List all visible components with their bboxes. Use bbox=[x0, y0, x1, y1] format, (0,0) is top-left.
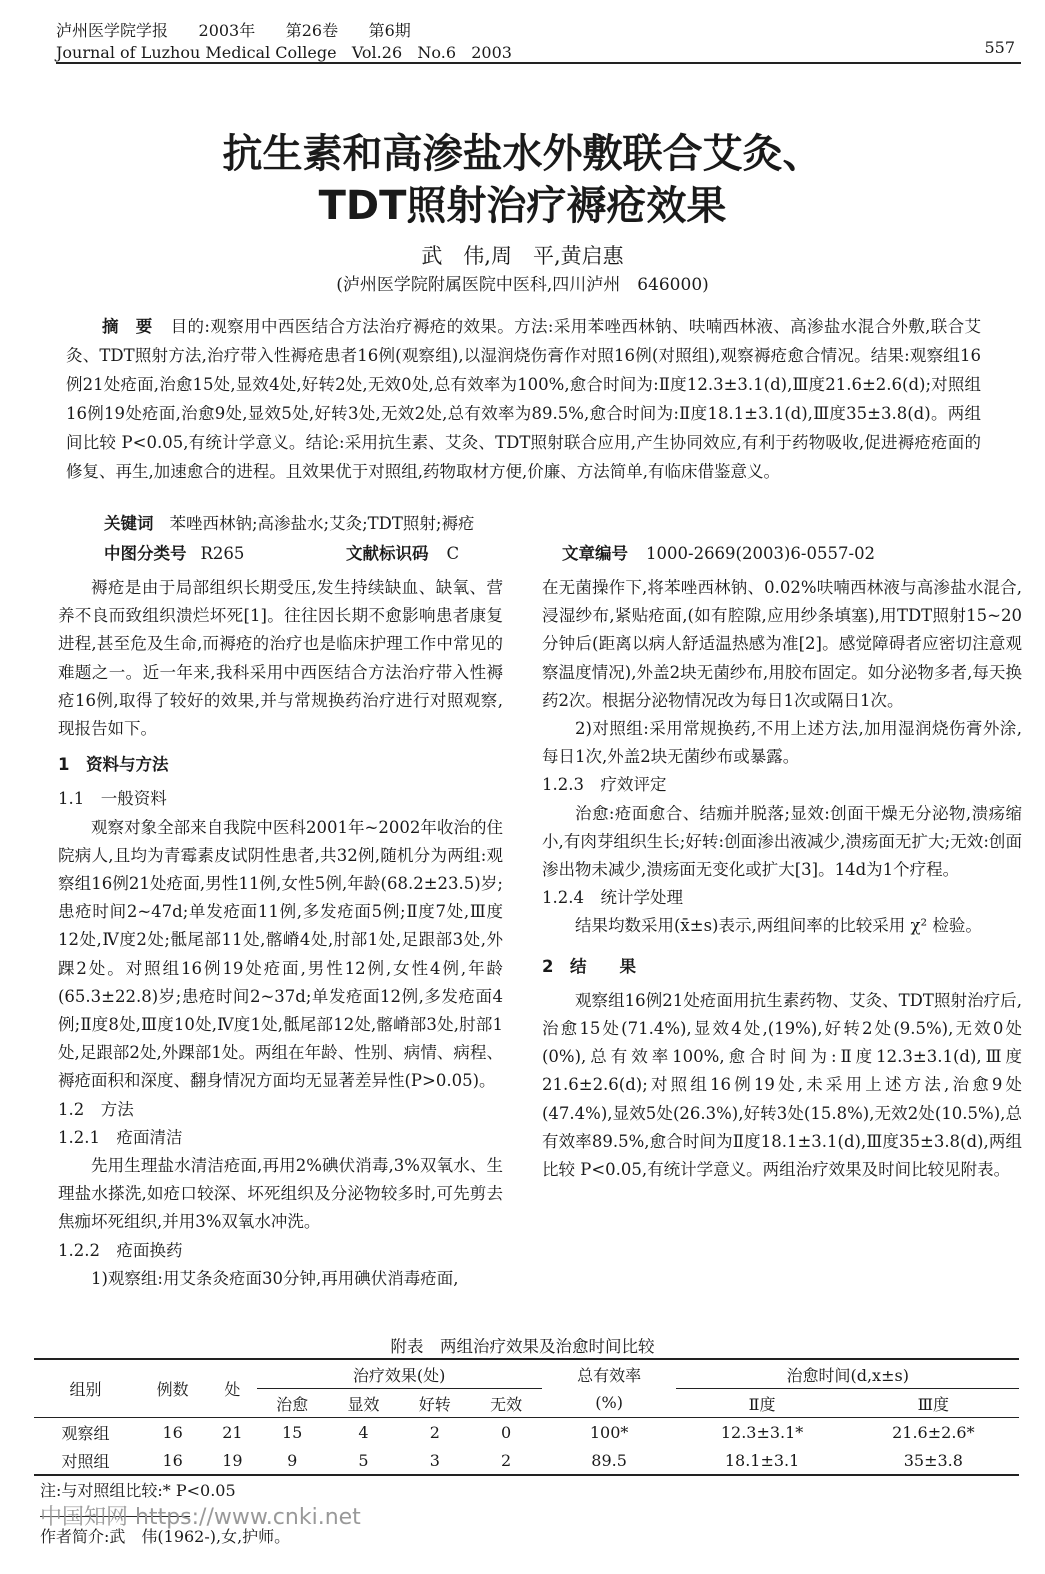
clc-value: R265 bbox=[200, 544, 245, 563]
section-1-2-heading: 1.2 方法 bbox=[58, 1099, 134, 1119]
continued-paragraph: 在无菌操作下,将苯唑西林钠、0.02%呋喃西林液与高渗盐水混合,浸湿纱布,紧贴疮面,(如有腔隙,应用纱条填塞),用TDT照射15~20分钟后(距离以病人舒适温热感为准[2]。感觉障碍者应密切注意观察温度情况),外盖2块无菌纱布,用胶布固定。如分泌物多者,每天换药2次。根据分泌物情况改为每日1次或隔日1次。 bbox=[542, 578, 1022, 710]
table-cell: 2 bbox=[429, 1422, 440, 1442]
section-1-2-1-heading: 1.2.1 疮面清洁 bbox=[58, 1127, 183, 1147]
col-header-sites: 处 bbox=[208, 1359, 256, 1418]
doc-label: 文献标识码 bbox=[346, 544, 429, 563]
journal-header-en: Journal of Luzhou Medical College Vol.26 No.6 2003 bbox=[56, 43, 512, 62]
table-cell: 19 bbox=[208, 1446, 256, 1475]
doc-value: C bbox=[446, 544, 460, 563]
table-cell: 15 bbox=[282, 1422, 303, 1442]
table-cell: 12.3±3.1* bbox=[720, 1422, 804, 1442]
table-cell: 18.1±3.1 bbox=[676, 1446, 847, 1475]
section-1-1-paragraph: 观察对象全部来自我院中医科2001年~2002年收治的住院病人,且均为青霉素皮试阴性患者,共32例,随机分为两组:观察组16例21处疮面,男性11例,女性5例,年龄(68.2±23.5)岁;患疮时间2~47d;单发疮面11例,多发疮面5例;Ⅱ度7处,Ⅲ度12处,Ⅳ度2处;骶尾部11处,髂嵴4处,肘部1处,足跟部3处,外踝2处。对照组16例19处疮面,男性12例,女性4例,年龄(65.3±22.8)岁;患疮时间2~37d;单发疮面12例,多发疮面4例;Ⅱ度8处,Ⅲ度10处,Ⅳ度1处,骶尾部12处,髂嵴部3处,肘部1处,足跟部2处,外踝部1处。两组在年龄、性别、病情、病程、褥疮面积和深度、翻身情况方面均无显著差异性(P>0.05)。 bbox=[58, 817, 503, 1091]
paper-title-line1: 抗生素和高渗盐水外敷联合艾灸、 bbox=[222, 131, 823, 177]
abstract-label: 摘 要 bbox=[102, 317, 153, 336]
section-1-heading: 1 资料与方法 bbox=[58, 755, 169, 775]
section-1-2-4-heading: 1.2.4 统计学处理 bbox=[542, 888, 683, 908]
col-header-group: 组别 bbox=[34, 1359, 137, 1418]
table-cell: 35±3.8 bbox=[848, 1446, 1019, 1475]
running-header bbox=[56, 18, 1021, 62]
table-cell: 16 bbox=[137, 1446, 208, 1475]
col-header-heal-time: 治愈时间(d,x±s) bbox=[676, 1359, 1019, 1389]
abstract bbox=[66, 312, 981, 486]
table-cell: 89.5 bbox=[542, 1446, 677, 1475]
section-1-1-heading: 1.1 一般资料 bbox=[58, 789, 167, 809]
table-row bbox=[34, 1418, 1019, 1447]
article-number bbox=[562, 540, 875, 564]
header-rule bbox=[56, 62, 1021, 64]
article-value: 1000-2669(2003)6-0557-02 bbox=[646, 544, 876, 563]
sub-header-degree-3: Ⅲ度 bbox=[848, 1389, 1019, 1418]
section-2-heading: 2 结 果 bbox=[542, 956, 636, 976]
section-1-2-3-paragraph: 治愈:疮面愈合、结痂并脱落;显效:创面干燥无分泌物,溃疡缩小,有肉芽组织生长;好转:创面渗出液减少,溃疡面无扩大;无效:创面渗出物未减少,溃疡面无变化或扩大[3]。14d为1个疗程。 bbox=[542, 803, 1022, 880]
sub-header-degree-2: Ⅱ度 bbox=[676, 1389, 847, 1418]
table-cell: 5 bbox=[328, 1446, 399, 1475]
page-number: 557 bbox=[984, 38, 1015, 57]
clc-number bbox=[104, 540, 244, 564]
sub-header-cured: 治愈 bbox=[257, 1389, 328, 1418]
clc-label: 中图分类号 bbox=[104, 544, 187, 563]
sub-header-marked: 显效 bbox=[328, 1389, 399, 1418]
doc-code bbox=[346, 540, 459, 564]
abstract-text: 目的:观察用中西医结合方法治疗褥疮的效果。方法:采用苯唑西林钠、呋喃西林液、高渗盐水混合外敷,联合艾灸、TDT照射方法,治疗带入性褥疮患者16例(观察组),以湿润烧伤膏作对照16例(对照组),观察褥疮愈合情况。结果:观察组16例21处疮面,治愈15处,显效4处,好转2处,无效0处,总有效率为100%,愈合时间为:Ⅱ度12.3±3.1(d),Ⅲ度21.6±2.6(d);对照组16例19处疮面,治愈9处,显效5处,好转3处,无效2处,总有效率为89.5%,愈合时间为:Ⅱ度18.1±3.1(d),Ⅲ度35±3.8(d)。两组间比较 P<0.05,有统计学意义。结论:采用抗生素、艾灸、TDT照射联合应用,产生协同效应,有利于药物吸收,促进褥疮疮面的修复、再生,加速愈合的进程。且效果优于对照组,药物取材方便,价廉、方法简单,有临床借鉴意义。 bbox=[66, 317, 981, 481]
intro-paragraph: 褥疮是由于局部组织长期受压,发生持续缺血、缺氧、营养不良而致组织溃烂坏死[1]。往往因长期不愈影响患者康复进程,甚至危及生命,而褥疮的治疗也是临床护理工作中常见的难题之一。近一年来,我科采用中西医结合方法治疗带入性褥疮16例,取得了较好的效果,并与常规换药治疗进行对照观察,现报告如下。 bbox=[58, 578, 503, 739]
journal-header-cn: 泸州医学院学报 2003年 第26卷 第6期 bbox=[56, 21, 411, 40]
sub-header-ineffective: 无效 bbox=[470, 1389, 541, 1418]
paper-title-line2: TDT照射治疗褥疮效果 bbox=[318, 183, 727, 229]
results-table bbox=[34, 1358, 1019, 1476]
section-1-2-2-heading: 1.2.2 疮面换药 bbox=[58, 1240, 183, 1260]
keywords-text: 苯唑西林钠;高渗盐水;艾灸;TDT照射;褥疮 bbox=[169, 514, 475, 533]
control-group-paragraph: 2)对照组:采用常规换药,不用上述方法,加用湿润烧伤膏外涂,每日1次,外盖2块无菌纱布或暴露。 bbox=[542, 719, 1022, 767]
table-cell: 观察组 bbox=[61, 1423, 110, 1443]
right-column bbox=[542, 574, 1022, 1184]
left-column bbox=[58, 574, 503, 1293]
cnki-watermark: 中国知网 https://www.cnki.net bbox=[40, 1505, 361, 1530]
col-header-cases: 例数 bbox=[137, 1359, 208, 1418]
col-header-effect: 治疗效果(处) bbox=[257, 1359, 542, 1389]
table-row bbox=[34, 1446, 1019, 1475]
section-1-2-1-paragraph: 先用生理盐水清洁疮面,再用2%碘伏消毒,3%双氧水、生理盐水搽洗,如疮口较深、坏死组织及分泌物较多时,可先剪去焦痂坏死组织,并用3%双氧水冲洗。 bbox=[58, 1156, 503, 1232]
table-caption: 附表 两组治疗效果及治愈时间比较 bbox=[390, 1337, 655, 1356]
affiliation: (泸州医学院附属医院中医科,四川泸州 646000) bbox=[336, 275, 709, 295]
section-1-2-2-paragraph: 1)观察组:用艾条灸疮面30分钟,再用碘伏消毒疮面, bbox=[91, 1268, 459, 1288]
table-cell: 4 bbox=[358, 1422, 369, 1442]
keywords-label: 关键词 bbox=[104, 514, 154, 533]
article-label: 文章编号 bbox=[562, 544, 628, 563]
table-cell: 21.6±2.6* bbox=[892, 1422, 975, 1442]
authors: 武 伟,周 平,黄启惠 bbox=[421, 244, 624, 268]
table-cell: 21 bbox=[222, 1422, 243, 1442]
table-cell: 9 bbox=[257, 1446, 328, 1475]
table-cell: 0 bbox=[501, 1422, 512, 1442]
section-1-2-4-paragraph: 结果均数采用(x̄±s)表示,两组间率的比较采用 χ² 检验。 bbox=[575, 916, 982, 936]
table-cell: 对照组 bbox=[34, 1446, 137, 1475]
table-cell: 2 bbox=[470, 1446, 541, 1475]
author-bio: 作者简介:武 伟(1962-),女,护师。 bbox=[40, 1527, 291, 1546]
col-header-total-rate: 总有效率 bbox=[542, 1359, 677, 1389]
table-cell: 16 bbox=[162, 1422, 183, 1442]
sub-header-total-unit: (%) bbox=[542, 1389, 677, 1418]
keywords bbox=[104, 510, 474, 534]
table-cell: 3 bbox=[399, 1446, 470, 1475]
section-2-paragraph: 观察组16例21处疮面用抗生素药物、艾灸、TDT照射治疗后,治愈15处(71.4%),显效4处,(19%),好转2处(9.5%),无效0处(0%),总有效率100%,愈合时间为:Ⅱ度12.3±3.1(d),Ⅲ度21.6±2.6(d);对照组16例19处,未采用上述方法,治愈9处(47.4%),显效5处(26.3%),好转3处(15.8%),无效2处(10.5%),总有效率89.5%,愈合时间为Ⅱ度18.1±3.1(d),Ⅲ度35±3.8(d),两组比较 P<0.05,有统计学意义。两组治疗效果及时间比较见附表。 bbox=[542, 990, 1022, 1180]
table-cell: 100* bbox=[589, 1422, 629, 1442]
table-note: 注:与对照组比较:* P<0.05 bbox=[40, 1481, 236, 1500]
section-1-2-3-heading: 1.2.3 疗效评定 bbox=[542, 775, 667, 795]
sub-header-improved: 好转 bbox=[399, 1389, 470, 1418]
